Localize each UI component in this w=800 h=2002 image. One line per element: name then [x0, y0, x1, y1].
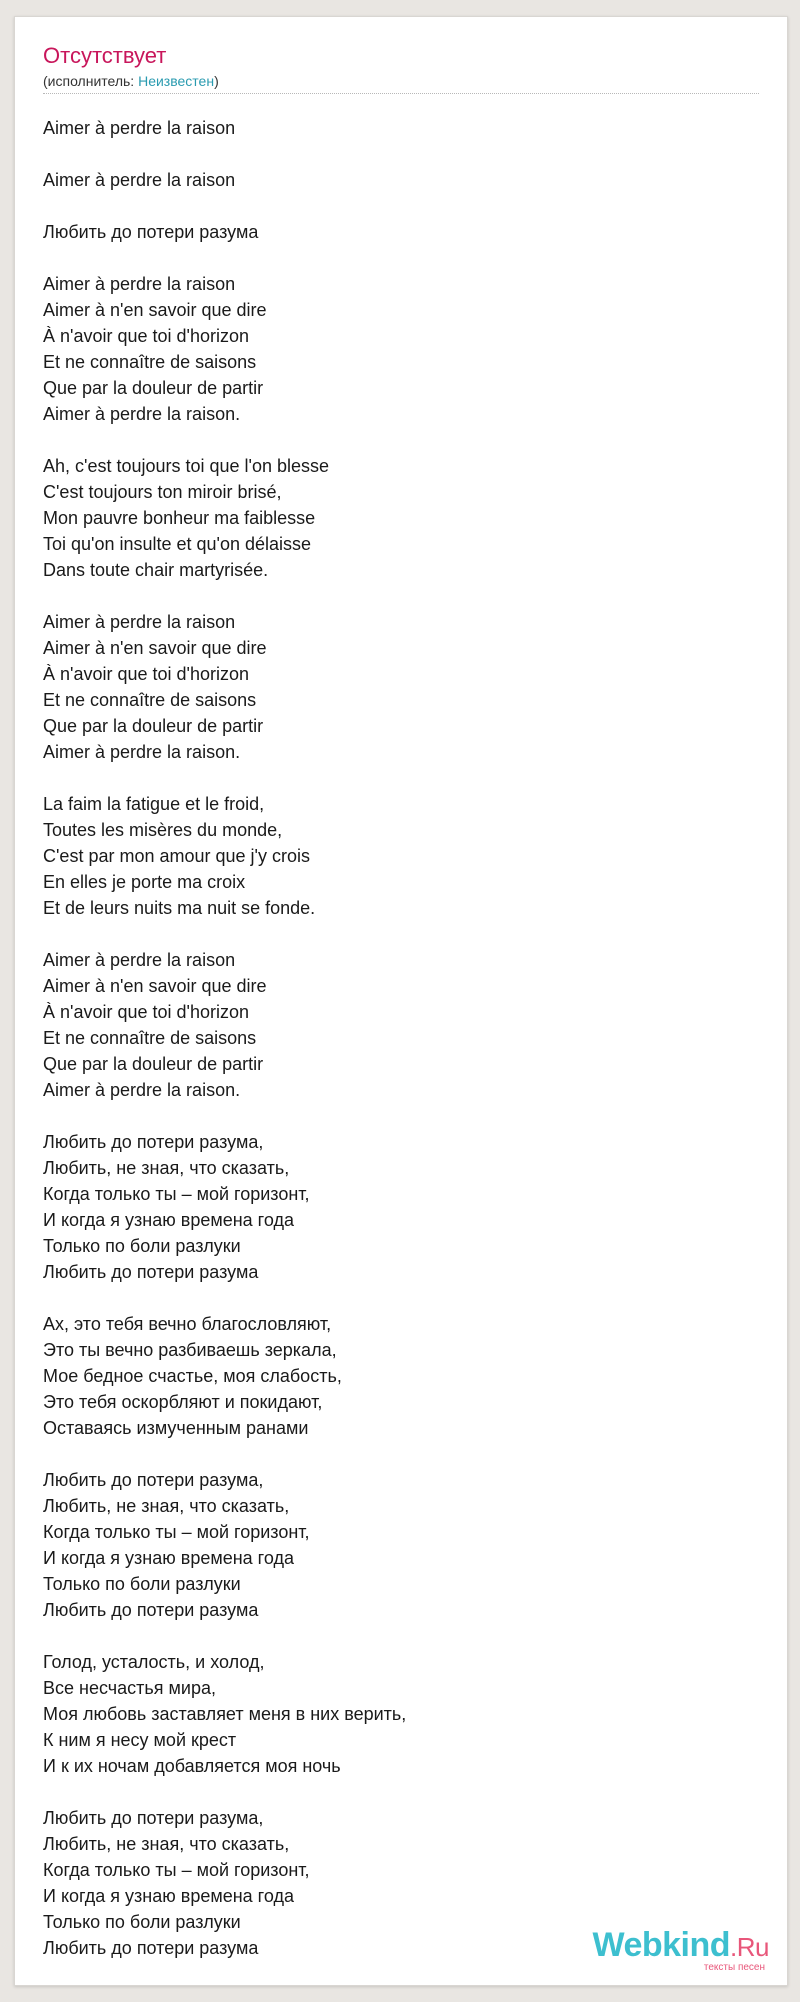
lyric-line: Когда только ты – мой горизонт,	[43, 1184, 310, 1204]
lyric-line: Это тебя оскорбляют и покидают,	[43, 1392, 323, 1412]
lyric-line: Aimer à perdre la raison	[43, 118, 236, 138]
logo-tagline: тексты песен	[703, 1962, 765, 1973]
lyric-line: И когда я узнаю времена года	[43, 1548, 294, 1568]
lyric-line: Que par la douleur de partir	[43, 378, 264, 398]
song-title: Отсутствует	[43, 43, 167, 68]
lyric-line: Любить, не зная, что сказать,	[43, 1496, 290, 1516]
lyric-line: C'est toujours ton miroir brisé,	[43, 482, 282, 502]
webkind-logo[interactable]	[592, 1928, 769, 1973]
byline-prefix: (исполнитель:	[43, 73, 139, 89]
lyric-line: Aimer à n'en savoir que dire	[43, 638, 267, 658]
lyrics-stanza	[43, 1311, 743, 1441]
lyrics-stanza	[43, 219, 743, 245]
lyric-line: Aimer à n'en savoir que dire	[43, 300, 267, 320]
lyric-line: Et ne connaître de saisons	[43, 1028, 257, 1048]
lyric-line: Оставаясь измученным ранами	[43, 1418, 309, 1438]
lyric-line: Это ты вечно разбиваешь зеркала,	[43, 1340, 337, 1360]
lyric-line: Любить до потери разума	[43, 1262, 259, 1282]
lyric-line: К ним я несу мой крест	[43, 1730, 237, 1750]
lyric-line: À n'avoir que toi d'horizon	[43, 326, 249, 346]
lyrics-page	[14, 16, 788, 1986]
lyric-line: Aimer à perdre la raison.	[43, 1080, 241, 1100]
lyric-line: Любить до потери разума,	[43, 1470, 264, 1490]
lyric-line: Que par la douleur de partir	[43, 716, 264, 736]
lyric-line: Только по боли разлуки	[43, 1912, 241, 1932]
lyrics-stanza	[43, 791, 743, 921]
lyric-line: À n'avoir que toi d'horizon	[43, 1002, 249, 1022]
lyric-line: Aimer à perdre la raison	[43, 612, 236, 632]
lyric-line: Dans toute chair martyrisée.	[43, 560, 269, 580]
lyric-line: Когда только ты – мой горизонт,	[43, 1860, 310, 1880]
lyric-line: Любить до потери разума	[43, 222, 259, 242]
lyric-line: Toi qu'on insulte et qu'on délaisse	[43, 534, 312, 554]
lyric-line: Aimer à perdre la raison	[43, 170, 236, 190]
logo-tld: .Ru	[730, 1932, 769, 1962]
lyric-line: Ah, c'est toujours toi que l'on blesse	[43, 456, 330, 476]
header-divider	[43, 93, 759, 94]
lyrics-stanza	[43, 115, 743, 141]
logo-name: Webkind	[592, 1926, 731, 1964]
lyric-line: И когда я узнаю времена года	[43, 1210, 294, 1230]
lyric-line: Aimer à perdre la raison	[43, 274, 236, 294]
lyrics-stanza	[43, 1649, 743, 1779]
lyrics-stanza	[43, 1129, 743, 1285]
lyrics-stanza	[43, 609, 743, 765]
lyric-line: Ах, это тебя вечно благословляют,	[43, 1314, 332, 1334]
lyrics-stanza	[43, 271, 743, 427]
lyric-line: Aimer à perdre la raison	[43, 950, 236, 970]
lyric-line: Только по боли разлуки	[43, 1574, 241, 1594]
lyric-line: Только по боли разлуки	[43, 1236, 241, 1256]
artist-link[interactable]: Неизвестен	[138, 73, 215, 89]
lyrics-text	[43, 115, 743, 1987]
lyric-line: Все несчастья мира,	[43, 1678, 216, 1698]
lyric-line: Toutes les misères du monde,	[43, 820, 283, 840]
lyric-line: Любить, не зная, что сказать,	[43, 1834, 290, 1854]
lyric-line: Когда только ты – мой горизонт,	[43, 1522, 310, 1542]
lyric-line: Aimer à n'en savoir que dire	[43, 976, 267, 996]
lyric-line: Любить до потери разума,	[43, 1808, 264, 1828]
lyric-line: À n'avoir que toi d'horizon	[43, 664, 249, 684]
lyric-line: Que par la douleur de partir	[43, 1054, 264, 1074]
lyric-line: Моя любовь заставляет меня в них верить,	[43, 1704, 407, 1724]
lyric-line: En elles je porte ma croix	[43, 872, 246, 892]
lyric-line: Любить, не зная, что сказать,	[43, 1158, 290, 1178]
lyric-line: Aimer à perdre la raison.	[43, 404, 241, 424]
byline-suffix: )	[214, 73, 219, 89]
lyric-line: La faim la fatigue et le froid,	[43, 794, 265, 814]
lyric-line: Любить до потери разума	[43, 1938, 259, 1958]
lyric-line: И к их ночам добавляется моя ночь	[43, 1756, 341, 1776]
lyric-line: И когда я узнаю времена года	[43, 1886, 294, 1906]
artist-byline	[43, 73, 219, 89]
lyric-line: Et ne connaître de saisons	[43, 690, 257, 710]
lyric-line: Любить до потери разума,	[43, 1132, 264, 1152]
lyrics-stanza	[43, 167, 743, 193]
lyric-line: Мое бедное счастье, моя слабость,	[43, 1366, 342, 1386]
lyric-line: Голод, усталость, и холод,	[43, 1652, 265, 1672]
lyric-line: Et ne connaître de saisons	[43, 352, 257, 372]
lyrics-stanza	[43, 947, 743, 1103]
lyrics-stanza	[43, 453, 743, 583]
lyric-line: C'est par mon amour que j'y crois	[43, 846, 310, 866]
lyric-line: Mon pauvre bonheur ma faiblesse	[43, 508, 316, 528]
lyrics-stanza	[43, 1467, 743, 1623]
lyric-line: Любить до потери разума	[43, 1600, 259, 1620]
lyric-line: Et de leurs nuits ma nuit se fonde.	[43, 898, 316, 918]
lyric-line: Aimer à perdre la raison.	[43, 742, 241, 762]
